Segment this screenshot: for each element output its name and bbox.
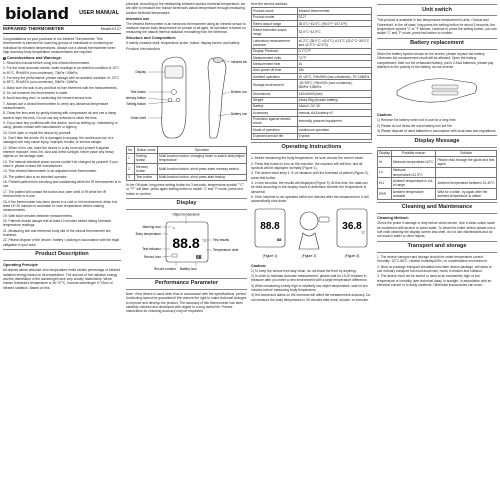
column-1-body — [3, 37, 121, 291]
memory-button-shape — [168, 98, 172, 102]
table-cell: Ambient temperature between 10-40°C — [436, 178, 497, 189]
list-item: 12. When not in use, store the device in a dry room and protect it against extreme moisture, heat, lint, dust and direct sunlight. Never place any heavy objects on the storage case. — [3, 145, 114, 159]
table-row: 1 Setting button Multi-function button, changing mode to switch body/object temperature — [128, 154, 245, 163]
figure-1-caption: (Figure 1) — [262, 253, 278, 258]
list-item: 16. Prohibit patient from servicing and maintaining while the IR thermometer is in use. — [3, 180, 121, 189]
spec-key: Display Precision — [252, 48, 298, 54]
setting-button-shape — [176, 98, 180, 102]
svg-text:88.8: 88.8 — [260, 220, 280, 232]
list-item: 2. Press test button to turn on the machine, the machine will self-test, and all symbols will be displayed normally (Figure 1). — [251, 161, 363, 170]
button-table-header: Operation — [158, 147, 247, 153]
display-heading: Display — [126, 198, 247, 210]
spec-value: Infrared thermometer — [297, 8, 371, 14]
spec-key: Storage environment — [252, 80, 298, 91]
table-cell: Wait for a while, try again after the ambient temperature is stable — [436, 189, 497, 200]
label-setting-button: Setting button — [126, 101, 146, 106]
cleaning-text: Check the probe if damage or dirty before clean device. Use a clean cotton swab be moistened with alcohol or warm water. To clean the entire device please use a soft cloth cleaning the display screen and shell, do not use disinfectants and do not soak in water or other liquids. — [377, 221, 496, 239]
label-warning-icon: Warning icon — [142, 225, 161, 230]
test-button-shape — [172, 89, 177, 94]
caution-list — [251, 269, 372, 302]
list-item: 11. Don't take the device if it is damaged in anyway, the continuous use of a damaged unit may cause injury, improper results, or serious danger. — [3, 136, 114, 145]
label-memory-button: Memory button — [126, 95, 146, 100]
maintenance-heading: Cleaning and Maintenance — [377, 202, 497, 214]
label-outer-shell: Outer shell — [130, 115, 146, 120]
list-item: 7. Always use a clinical thermometer to verify any abnormal temperature measurements. — [3, 101, 109, 110]
device-diagram — [126, 52, 247, 144]
list-item: 22. Please dispose of the device / battery / packing in accordance with the legal obligation in your area. — [3, 238, 120, 247]
operating-principle-heading: Operating Principle — [3, 263, 39, 268]
button-table-header: No. — [128, 147, 134, 152]
warning-icon: ! — [4, 56, 5, 60]
label-battery-compartment: Battery co — [231, 111, 246, 116]
button-table-header: Button name — [135, 147, 158, 153]
list-item: 21. Measuring site and reference body site of the clinical thermometer are forehead. — [3, 228, 111, 237]
transport-list — [377, 255, 497, 287]
spec-key: Measurement time — [252, 61, 298, 67]
column-4-body — [377, 2, 497, 288]
product-description-heading: Product Description — [3, 249, 121, 261]
table-header: Display — [379, 151, 390, 156]
title-bar — [3, 25, 121, 34]
button-table — [126, 146, 247, 181]
list-item: 2) In order to maintain accurate measurement, please wait for 15-20 minutes to measure after you enter a new environment with a large temperature difference. — [251, 273, 368, 283]
table-cell: Measure temperature>42°C — [391, 157, 436, 168]
label-object-temp: Object temperature — [172, 212, 200, 217]
lcd-warning-glyph: ☺ — [172, 226, 176, 231]
spec-key: Accessory — [252, 110, 298, 116]
label-temp-units: Temperature units — [213, 248, 239, 253]
spec-value: AAAx2, DC 3V — [297, 103, 371, 109]
list-item: 4) Hot sweat and stains on the forehead will affect the measurement accuracy. Do not measure the body temperature in 30 minutes after meal, shower, or exercise. — [251, 293, 371, 302]
spec-value: 32.0°C~42.9°C — [297, 27, 371, 38]
user-manual-label: USER MANUAL — [79, 10, 119, 16]
transport-heading: Transport and storage — [377, 241, 497, 253]
table-cell: Measure temperature<31.9°C — [391, 167, 436, 178]
label-test-indicator: Test indicator — [142, 247, 161, 252]
spec-value: 1s — [297, 61, 371, 67]
list-item: 1. The device transport and storage should be under temperature control. Humidity -20°C-55°C, relative humidity≤93%, no condensation environment. — [377, 254, 488, 264]
thermometer-body-side — [208, 58, 226, 138]
spec-key: Dimensions — [252, 91, 298, 97]
lcd-record: 88 — [196, 255, 202, 262]
spec-key: Rated output range — [252, 21, 298, 27]
list-item: 4. In one seconds, the results will displayed (Figure 3). At this time, the data can be read according to the display result to determine whether the temperature is abnormal. — [251, 181, 368, 194]
lcd-diagram — [126, 212, 247, 274]
table-header: Solution — [436, 150, 497, 156]
battery-cell-1 — [432, 85, 458, 89]
list-item: 2. For the most accurate results, make readings in an ambient condition of 10°C to 40°C, RH≤95% (non-condense), 70kPa~106kPa. — [3, 66, 120, 75]
display-message-heading: Display Message — [377, 135, 497, 147]
spec-value: 140x40x52(mm) — [297, 91, 371, 97]
column-2 — [126, 0, 247, 500]
list-item: 5. If the machine is not operated within ten minutes after the measurement, it will automatically shut down. — [251, 195, 369, 204]
label-record-number: Record number — [154, 267, 176, 272]
intended-use-text: The infrared thermometer is an electronic thermometer using an infrared sensor to measure human body temperature for people of all ages. Its operation is based on measuring the natural thermal radiation emanating from the forehead. — [126, 21, 246, 35]
label-test-results: Test results — [213, 238, 230, 243]
performance-text: Note: If the device is used other than in accordance with the specifications, perfect functioning cannot be guaranteed! We reserve the right to make technical changes to improve and develop the product. The accuracy of this thermometer has been carefully checked and developed with regard to a long useful life. Precise instructions for checking accuracy may be requested — [126, 291, 247, 314]
spec-table — [251, 7, 372, 140]
table-row — [252, 38, 372, 49]
column-3-body — [251, 2, 372, 303]
spec-value: 15s — [297, 67, 371, 73]
list-item: 19. Wait twice minutes between measurements. — [3, 213, 73, 218]
column-4 — [377, 0, 497, 500]
table-row — [378, 167, 497, 178]
label-display: Display — [135, 69, 146, 74]
list-item: 10. Don't open or repair the device by yourself. — [3, 130, 72, 135]
table-cell: Please read through the guide and test again — [436, 157, 497, 168]
battery-cell-2 — [432, 91, 458, 95]
spec-value: continuous operation — [297, 127, 371, 133]
list-item: 20. Patients should always rest at least 10 minutes before taking forehead temperature readings. — [3, 218, 111, 228]
table-row — [378, 189, 497, 200]
operating-principle-text: All objects above absolute zero temperature emits certain percentage of infrared radiation energy based on its temperature. The amount of the radiation energy and the distribution of the wavelength have very closely relationship. When human forehead's temperature is 36~37°C, it sends wavelength 9~13um of infrared radiation. Based on this — [3, 268, 121, 290]
model-number: Model:E127 — [100, 27, 121, 31]
operating-steps — [251, 156, 372, 203]
list-item: 3) When measuring a fairly high or relatively low object temperature, wait for ten minutes before measuring body temperature. — [251, 283, 368, 292]
spec-key: Product name — [252, 8, 298, 14]
spec-key: Product model — [252, 14, 298, 20]
sensor-lens-shape — [213, 57, 223, 62]
lcd-readout: 88.8 — [172, 235, 200, 252]
svg-text:88: 88 — [277, 236, 282, 242]
table-row — [378, 178, 497, 189]
spec-key: Rated extended output range — [252, 27, 298, 38]
column-1 — [3, 0, 121, 500]
intended-use-heading: Intended use — [126, 16, 150, 21]
spec-value: E127 — [297, 14, 371, 20]
list-item: 15. The patient also is an intended operator. — [3, 174, 68, 179]
table-cell: ERR — [378, 189, 392, 200]
table-cell: Ambient temperature is out of range — [391, 178, 436, 189]
list-item: 1. Read this manual before using this infrared thermometer. — [3, 60, 90, 65]
battery-replacement-text: When the battery symbol shows on the screen, please replace the battery. Otherwise the measurement result will be affected. Open the battery compartment, take out the exhausted battery, put in 2 AAA batteries, please pay attention to the polarity of the battery, do not reverse. — [377, 52, 494, 70]
table-cell: Er1 — [378, 178, 392, 189]
spec-key: Protection against electric shock — [252, 116, 298, 127]
list-item: 8. Clean the lens area by gently blowing with compressed air and use a damp swab to wipe the lens. Do not use any solvents to clean the lens. — [3, 111, 117, 120]
svg-text:°C: °C — [361, 230, 365, 235]
spec-value: °C/°F — [297, 55, 371, 61]
column-3 — [251, 0, 372, 500]
label-test-button: Test button — [130, 89, 146, 94]
off-state-text: In the Off state, long press setting button for 3 seconds, temperature symbol "°C" or "°F" will flash, press again setting button to switch °C and °F mode, press test button to confirm. — [126, 182, 244, 196]
table-row — [252, 116, 372, 127]
table-header: Possible reason — [391, 150, 436, 156]
table-row: 2 Memory button Multi-function button, short press enter memory search — [127, 164, 247, 175]
spec-key: Expected service life — [252, 133, 298, 139]
caution-heading: Caution: — [377, 113, 393, 118]
spec-key: Battery — [252, 103, 298, 109]
spec-value: 0.1°C/°F — [297, 48, 371, 54]
figure-2-caption: (Figure 2) — [301, 253, 317, 258]
table-cell: Hi — [378, 157, 392, 168]
spec-value: manual, AAA battery x2 — [297, 110, 371, 116]
list-item: 2) Please do not throw the used battery into the fire. — [377, 123, 453, 128]
performance-heading: Performance Parameter — [126, 278, 247, 290]
figure-3-readout: 36.8 — [342, 220, 362, 232]
list-item: 3. The device must not be stored or used at an excessively high or low temperature or humidity (see technical data), in sunlight, in association with an electrical current or in dusty locations. Otherwise inaccuracies can occur. — [377, 274, 492, 288]
table-row: 3 Test button Multi-function button, short press start testing — [127, 174, 247, 180]
list-item: 17. The patient will contact the button and outer shell of IR while the IR thermometer is in use. — [3, 189, 107, 199]
thermometer-side-shape — [397, 78, 477, 101]
list-item: 14. This infrared thermometer is an adjusted mode thermometer. — [3, 169, 98, 174]
list-item: 1) To keep the sensor lens stay clean, do not block the front by anything. — [251, 268, 357, 273]
label-battery-icon: Battery icon — [180, 267, 197, 272]
brand-logo: bioland — [5, 4, 69, 23]
intro-text: Congratulations on your purchase of our Infrared Thermometer. This thermometer is intended for scanning groups of individuals or monitoring an individual for elevated temperatures. Always use a clinical thermometer when high accuracy body temperature measurements are required. — [3, 37, 116, 55]
table-row — [378, 157, 497, 168]
list-item: 1) Remove the battery when not in use for a long time. — [377, 118, 457, 123]
list-item: 2. Must no package transport simulation test after device package, will allow to use ordinary transport but must avoid rain, moist, extrusion and collision. — [377, 264, 492, 273]
spec-key: Auto power off time — [252, 67, 298, 73]
table-cell: Lo — [378, 167, 392, 178]
unit-switch-text: This product is available in two temperature measurement units, Celsius and Fahrenheit. In the off state, long press the setting button for about 3 seconds, the temperature symbol °C or °F flashes, continue to press the setting button, you can switch °C and °F mode, press test button to confirm. — [377, 18, 497, 36]
display-message-table — [377, 150, 497, 200]
label-bottom-cover: Bottom co — [231, 89, 246, 94]
caution-list — [377, 118, 497, 133]
spec-value: -20~55°C, RH≤93% (non-condense), 50kPa~106kPa — [297, 80, 371, 91]
spec-value: About 85g (include battery) — [297, 97, 371, 103]
spec-key: Measurement units — [252, 55, 298, 61]
figure-2-head — [300, 212, 318, 230]
battery-replacement-heading: Battery replacement — [377, 38, 497, 50]
spec-key: Ambient operation — [252, 74, 298, 80]
table-cell — [436, 167, 497, 178]
spec-value: Internally powered equipment — [297, 116, 371, 127]
spec-key: Laboratory measurement precision — [252, 38, 298, 49]
product-title: INFRARED THERMOMETER — [3, 26, 64, 32]
list-item: 4. Make sure the skin is dry and that no hair interferes with the measurements. — [3, 85, 118, 90]
lcd-unit-glyph: °C — [202, 238, 207, 244]
considerations-list — [3, 61, 121, 247]
caution-heading: Caution: — [251, 263, 267, 268]
table-row — [252, 80, 372, 91]
figure-2-thermometer — [319, 217, 329, 222]
list-item: 1. Before measuring the body temperature, be sure choose the correct mode. — [251, 156, 364, 161]
list-item: 3. The device must keep 1~5 cm distance with the forehead of patient (Figure 2), press test button. — [251, 171, 369, 180]
display-window — [165, 66, 183, 78]
spec-value: 10~40°C, RH≤95% (non-condense), 70~106kPa — [297, 74, 371, 80]
battery-diagram — [377, 71, 497, 111]
list-item: 5. Do not immerse the thermometer in water. — [3, 90, 69, 95]
considerations-heading: ! Considerations and Warnings: — [4, 55, 62, 60]
figures — [251, 205, 372, 261]
list-item: 9. If you have any problems with this device, such as setting up, maintaining or using, please contact with manufacturer or agency. — [3, 121, 118, 130]
list-item: 3) Please dispose of used batteries in accordance with local laws and regulations. — [377, 129, 497, 134]
table-cell: Ambient temperature unstable — [391, 189, 436, 200]
list-item: 18. If the thermometer has been stored in a cold or hot environment, allow it at least 15~20 minutes to acclimate to room temperature before making measurements. — [3, 199, 118, 213]
list-item: 13. The internal electrical power source couldn't be changed by yourself. If you need it, please contact the manufacturer. — [3, 159, 118, 169]
spec-value: ±0.2°C (35.0°C~42.0°C) ±0.3°C (32.0°C~35.0°C and 42.0°C~42.9°C) — [297, 38, 371, 49]
list-item: 6. Avoid touching and / or scratching the infrared sensor lens. — [3, 96, 93, 101]
list-item: 3. For keep the performance, please storage with an ambient condition of -20°C to 55°C, RH≤93% (non-condense), 50kPa~106kPa. — [3, 75, 120, 85]
table-row — [252, 27, 372, 38]
figure-3-caption: (Figure 3) — [344, 253, 360, 258]
spec-key: Mode of operation — [252, 127, 298, 133]
spec-value: 5 years — [297, 133, 371, 139]
label-body-temp: Body temperature — [135, 232, 161, 237]
principle-continued: principle, according to the relationship between surface forehead temperature, we are able to measure the human forehead's actual temperature through measuring surface forehead temperature. — [126, 2, 246, 15]
label-infrared-lens: Infrared se — [231, 59, 247, 64]
spec-key: Weight — [252, 97, 298, 103]
operating-instructions-heading: Operating Instructions — [251, 142, 372, 154]
unit-switch-heading: Unit switch — [377, 4, 497, 16]
service-address-text: from the service address. — [251, 2, 289, 6]
structure-heading: Structure and Composition: — [126, 36, 177, 41]
cleaning-heading: Cleaning Method: — [377, 216, 409, 221]
product-intro-heading: Product Introduction — [126, 46, 160, 51]
label-record-icon: Record icon — [143, 255, 161, 260]
column-2-body — [126, 2, 247, 315]
spec-value: 35.0°C~42.0°C (95.0°F~107.6°F) — [297, 21, 371, 27]
table-row — [252, 133, 372, 139]
structure-text: It mainly contains shell, temperature probe, button, display screen and battery. — [126, 41, 241, 46]
